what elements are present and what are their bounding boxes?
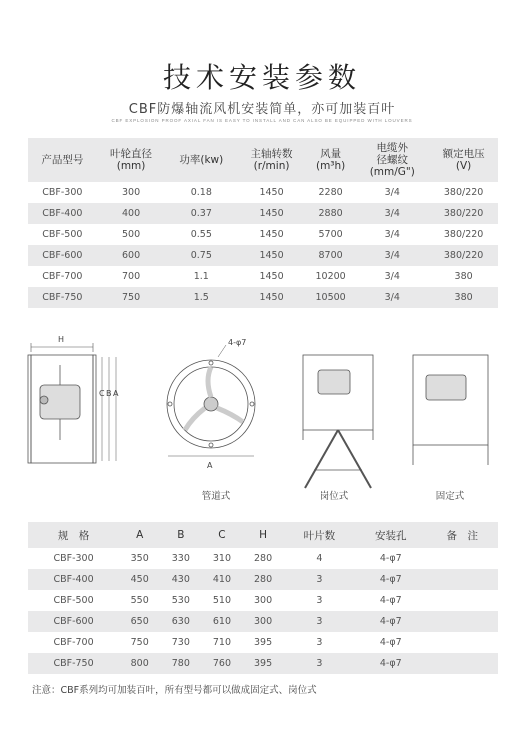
- spec-table-cell: 3/4: [384, 229, 400, 240]
- dimension-table-cell: 4-φ7: [355, 611, 426, 632]
- dimension-table-cell: CBF-600: [28, 611, 119, 632]
- dimension-table-cell: [426, 569, 498, 590]
- spec-header-cell: [28, 138, 97, 182]
- mount-hole: [209, 361, 213, 365]
- stand-type-diagram: [303, 355, 373, 488]
- spec-table-cell: 0.55: [190, 229, 212, 240]
- spec-table-row: [28, 266, 498, 287]
- dimension-table-cell: 760: [201, 653, 242, 674]
- stand-motor: [318, 370, 350, 394]
- spec-table-cell: CBF-600: [28, 245, 97, 266]
- spec-table-cell: 380/220: [443, 229, 484, 240]
- dimension-table-cell: 610: [201, 611, 242, 632]
- dim-label-c: C: [99, 389, 105, 398]
- spec-table-cell: 3/4: [384, 271, 400, 282]
- dimension-header-cell: H: [243, 522, 284, 548]
- dimension-table-header-row: [28, 522, 498, 548]
- dimension-table-row: [28, 611, 498, 632]
- page-subtitle: CBF防爆轴流风机安装简单，亦可加装百叶: [128, 102, 396, 117]
- spec-table-cell: 8700: [306, 245, 355, 266]
- dimension-table-row: [28, 632, 498, 653]
- dimension-table-cell: 3: [284, 569, 355, 590]
- dimension-table-row: [28, 590, 498, 611]
- spec-table-cell: 10500: [306, 287, 355, 308]
- mount-hole: [168, 402, 172, 406]
- spec-table-cell: 2280: [318, 187, 343, 198]
- spec-header-text: 电缆外: [376, 142, 409, 154]
- dimension-header-cell: A: [119, 522, 160, 548]
- dimension-table-cell: CBF-700: [53, 637, 94, 648]
- dimension-table-cell: 350: [130, 553, 149, 564]
- front-hub: [204, 397, 218, 411]
- spec-table-cell: 700: [121, 271, 141, 282]
- caption-stand-type: 岗位式: [319, 491, 349, 502]
- dimension-table-cell: 4-φ7: [355, 653, 426, 674]
- dimension-header-cell: C: [201, 522, 242, 548]
- spec-header-text: 功率(kw): [179, 154, 224, 166]
- dimension-header-cell: 备 注: [426, 522, 498, 548]
- dimension-table-cell: 800: [119, 653, 160, 674]
- dimension-header-cell: B: [160, 522, 201, 548]
- dimension-table-cell: 300: [243, 611, 284, 632]
- page-subtitle-english: CBF EXPLOSION PROOF AXIAL FAN IS EASY TO INSTALL AND CAN ALSO BE EQUIPPED WITH LOUVERS: [111, 118, 413, 123]
- spec-table: [28, 138, 498, 308]
- spec-header-text: (mm): [116, 160, 146, 172]
- spec-header-text: (r/min): [253, 160, 290, 172]
- spec-header-text: 风量: [320, 148, 342, 160]
- dimension-table-cell: 780: [160, 653, 201, 674]
- spec-table-cell: 0.18: [190, 187, 212, 198]
- caption-fixed-type: 固定式: [435, 491, 465, 502]
- duct-type-diagram: [28, 335, 119, 463]
- spec-table-cell: CBF-400: [28, 203, 97, 224]
- dimension-table-cell: 280: [243, 569, 284, 590]
- mount-hole: [250, 402, 254, 406]
- spec-header-text: 额定电压: [442, 148, 485, 160]
- spec-table-cell: 1450: [259, 229, 284, 240]
- spec-table-cell: 380/220: [429, 245, 498, 266]
- spec-table-cell: 2880: [306, 203, 355, 224]
- dimension-table-cell: 3: [316, 595, 323, 606]
- dimension-table-cell: CBF-500: [53, 595, 94, 606]
- spec-table-cell: 1450: [237, 287, 306, 308]
- spec-header-cell: [237, 138, 306, 182]
- mount-hole: [209, 443, 213, 447]
- installation-diagrams: [0, 330, 524, 510]
- spec-table-cell: CBF-500: [42, 229, 83, 240]
- spec-table-cell: 1450: [259, 271, 284, 282]
- spec-header-text: 径螺纹: [376, 154, 409, 166]
- dimension-table-cell: 300: [253, 595, 273, 606]
- dimension-header-cell: 叶片数: [284, 522, 355, 548]
- dimension-table-cell: 395: [253, 637, 273, 648]
- dimension-table-cell: 330: [171, 553, 190, 564]
- dim-label-a: A: [113, 389, 119, 398]
- spec-header-text: (V): [455, 160, 472, 172]
- dimension-table-cell: 710: [212, 637, 231, 648]
- dimension-table-cell: 4-φ7: [379, 637, 402, 648]
- dimension-table-cell: 280: [253, 553, 273, 564]
- spec-table-cell: 1450: [237, 245, 306, 266]
- spec-table-cell: 750: [97, 287, 166, 308]
- spec-table-cell: 1450: [259, 187, 284, 198]
- spec-table-row: [28, 245, 498, 266]
- dimension-table-cell: CBF-300: [53, 553, 94, 564]
- spec-table-cell: 400: [97, 203, 166, 224]
- dimension-table-cell: 630: [160, 611, 201, 632]
- spec-table-cell: CBF-300: [42, 187, 83, 198]
- caption-duct-type: 管道式: [201, 491, 231, 502]
- dimension-table-cell: 750: [130, 637, 149, 648]
- spec-table-row: [28, 287, 498, 308]
- dim-label-h: H: [58, 335, 65, 344]
- stand-leg: [338, 430, 371, 488]
- spec-header-cell: [97, 138, 166, 182]
- dimension-table-cell: 395: [243, 653, 284, 674]
- spec-header-text: 产品型号: [41, 154, 84, 166]
- hole-label: 4-φ7: [228, 338, 247, 347]
- spec-table-cell: 1.5: [165, 287, 237, 308]
- spec-header-cell: [355, 138, 429, 182]
- spec-table-cell: 380: [429, 287, 498, 308]
- installation-diagrams-svg: [0, 330, 524, 510]
- leader-line: [218, 345, 226, 357]
- spec-header-cell: [429, 138, 498, 182]
- duct-flange-left: [28, 355, 31, 463]
- dimension-table-cell: 310: [212, 553, 231, 564]
- dimension-header-cell: 规 格: [28, 522, 119, 548]
- spec-table-row: [28, 182, 498, 203]
- dimension-table-cell: CBF-400: [28, 569, 119, 590]
- spec-table-header-row: [28, 138, 498, 182]
- footer-note: 注意：CBF系列均可加装百叶，所有型号都可以做成固定式、岗位式: [32, 685, 317, 696]
- spec-header-text: 叶轮直径: [110, 148, 153, 160]
- spec-table-row: [28, 203, 498, 224]
- spec-table-cell: 600: [97, 245, 166, 266]
- fixed-type-diagram: [413, 355, 488, 465]
- spec-header-cell: [165, 138, 237, 182]
- dimension-table-row: [28, 653, 498, 674]
- motor-endcap: [40, 396, 48, 404]
- dimension-table-cell: 450: [119, 569, 160, 590]
- dimension-table-cell: [426, 611, 498, 632]
- fan-blade: [208, 367, 211, 397]
- dimension-table-cell: 4-φ7: [379, 553, 402, 564]
- spec-table-row: [28, 224, 498, 245]
- dimension-table-cell: 4: [316, 553, 323, 564]
- dimension-table-cell: 4-φ7: [379, 595, 402, 606]
- dimension-table-cell: 550: [130, 595, 149, 606]
- dimension-header-cell: 安装孔: [355, 522, 426, 548]
- spec-table-header: [28, 138, 498, 182]
- spec-header-text: (mm/G"): [369, 166, 415, 178]
- dimension-table-cell: 3: [284, 611, 355, 632]
- spec-table-cell: 0.37: [165, 203, 237, 224]
- fan-blade: [217, 408, 243, 422]
- spec-table-cell: 380/220: [443, 187, 484, 198]
- dimension-table-row: [28, 569, 498, 590]
- spec-table-cell: 3/4: [355, 245, 429, 266]
- fan-blade: [185, 408, 205, 430]
- fixed-motor: [426, 375, 466, 400]
- spec-header-text: (m³h): [315, 160, 346, 172]
- spec-table-cell: 10200: [315, 271, 346, 282]
- dimension-table-cell: [426, 590, 498, 611]
- spec-table-cell: 1.1: [193, 271, 209, 282]
- dimension-table-cell: [426, 632, 498, 653]
- front-view-diagram: [167, 338, 255, 470]
- dimension-table-cell: 530: [171, 595, 190, 606]
- dimension-table-cell: 3: [316, 637, 323, 648]
- spec-table-cell: 0.75: [165, 245, 237, 266]
- spec-header-text: 主轴转数: [250, 148, 293, 160]
- spec-table-cell: 3/4: [355, 287, 429, 308]
- dimension-table-cell: 650: [119, 611, 160, 632]
- spec-table-cell: 3/4: [355, 203, 429, 224]
- spec-table-cell: CBF-700: [42, 271, 83, 282]
- dimension-table-cell: 410: [201, 569, 242, 590]
- spec-table-cell: 380/220: [429, 203, 498, 224]
- dimension-table-cell: 3: [284, 653, 355, 674]
- page-title: 技术安装参数: [162, 61, 361, 94]
- dimension-table-cell: 430: [160, 569, 201, 590]
- duct-flange-right: [93, 355, 96, 463]
- spec-table-cell: 500: [121, 229, 141, 240]
- spec-table-cell: 300: [121, 187, 141, 198]
- stand-leg: [305, 430, 338, 488]
- spec-table-cell: 1450: [237, 203, 306, 224]
- dim-label-b: B: [106, 389, 112, 398]
- spec-table-cell: CBF-750: [28, 287, 97, 308]
- spec-table-cell: 3/4: [384, 187, 400, 198]
- dimension-table-cell: 510: [212, 595, 231, 606]
- dimension-table: [28, 522, 498, 674]
- dimension-table-cell: 730: [171, 637, 190, 648]
- dimension-table-cell: [426, 653, 498, 674]
- spec-table-cell: 5700: [318, 229, 343, 240]
- spec-header-cell: [306, 138, 355, 182]
- dimension-table-header: [28, 522, 498, 548]
- dimension-table-cell: [426, 548, 498, 569]
- dimension-table-cell: 4-φ7: [355, 569, 426, 590]
- dimension-table-row: [28, 548, 498, 569]
- dimension-table-body: [28, 548, 498, 674]
- spec-table-body: [28, 182, 498, 308]
- dimension-table-cell: CBF-750: [28, 653, 119, 674]
- spec-table-cell: 380: [454, 271, 473, 282]
- dim-label-a-bottom: A: [207, 461, 213, 470]
